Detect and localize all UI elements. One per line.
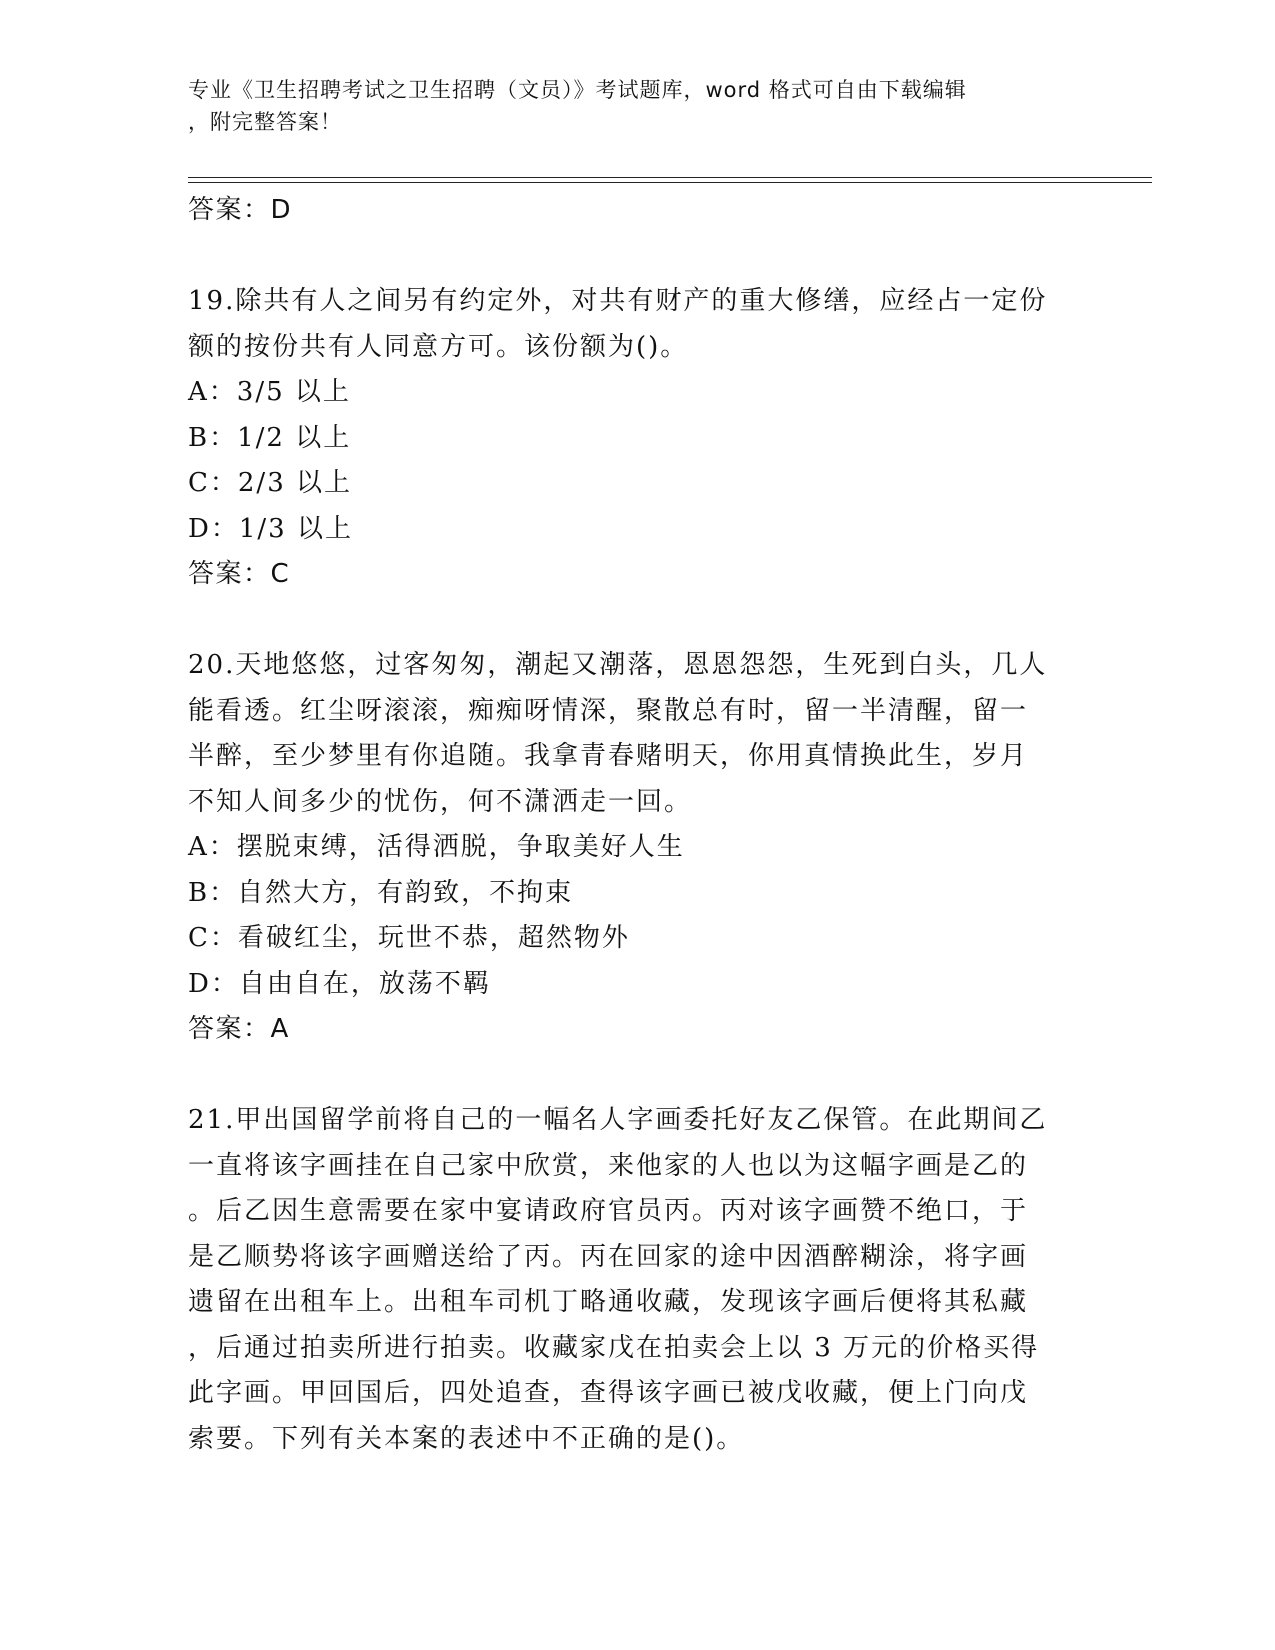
answer-label: 答案：: [188, 195, 271, 225]
question-stem-line: 19.除共有人之间另有约定外，对共有财产的重大修缮，应经占一定份: [188, 286, 1048, 316]
question-19: [188, 279, 1088, 598]
question-stem-line: 21.甲出国留学前将自己的一幅名人字画委托好友乙保管。在此期间乙: [188, 1105, 1048, 1135]
answer-q20: [188, 1007, 1088, 1053]
page-header: [188, 74, 1068, 138]
header-divider-bottom: [188, 182, 1152, 183]
answer-value: C: [270, 559, 291, 589]
question-content: [188, 188, 1088, 1462]
header-line-1: 专业《卫生招聘考试之卫生招聘（文员）》考试题库，word 格式可自由下载编辑: [188, 78, 967, 102]
question-stem-line: 不知人间多少的忧伤，何不潇洒走一回。: [188, 786, 693, 817]
spacer: [188, 598, 1088, 644]
option-c: C：2/3 以上: [188, 468, 353, 498]
question-stem-line: 额的按份共有人同意方可。该份额为()。: [188, 331, 689, 362]
header-line-2: ，附完整答案！: [188, 110, 342, 134]
answer-label: 答案：: [188, 559, 271, 589]
option-a: A：摆脱束缚，活得洒脱，争取美好人生: [188, 832, 685, 862]
question-stem-line: ，后通过拍卖所进行拍卖。收藏家戊在拍卖会上以 3 万元的价格买得: [188, 1332, 1040, 1363]
answer-q18: [188, 188, 1088, 234]
header-divider-top: [188, 177, 1152, 178]
question-stem-line: 是乙顺势将该字画赠送给了丙。丙在回家的途中因酒醉糊涂，将字画: [188, 1241, 1029, 1272]
option-b: B：自然大方，有韵致，不拘束: [188, 877, 574, 908]
spacer: [188, 234, 1088, 280]
answer-label: 答案：: [188, 1014, 271, 1044]
question-stem-line: 。后乙因生意需要在家中宴请政府官员丙。丙对该字画赞不绝口，于: [188, 1196, 1029, 1226]
question-20: [188, 643, 1088, 1053]
answer-q19: [188, 552, 1088, 598]
question-stem-line: 半醉，至少梦里有你追随。我拿青春赌明天，你用真情换此生，岁月: [188, 741, 1029, 771]
option-d: D：1/3 以上: [188, 513, 353, 544]
question-stem-line: 能看透。红尘呀滚滚，痴痴呀情深，聚散总有时，留一半清醒，留一: [188, 695, 1029, 726]
spacer: [188, 1053, 1088, 1099]
option-c: C：看破红尘，玩世不恭，超然物外: [188, 923, 630, 953]
option-a: A：3/5 以上: [188, 377, 351, 407]
answer-value: D: [270, 195, 293, 225]
question-21: [188, 1098, 1088, 1462]
question-stem-line: 此字画。甲回国后，四处追查，查得该字画已被戊收藏，便上门向戊: [188, 1378, 1029, 1408]
question-stem-line: 一直将该字画挂在自己家中欣赏，来他家的人也以为这幅字画是乙的: [188, 1150, 1029, 1181]
question-stem-line: 索要。下列有关本案的表述中不正确的是()。: [188, 1423, 745, 1454]
question-stem-line: 20.天地悠悠，过客匆匆，潮起又潮落，恩恩怨怨，生死到白头，几人: [188, 650, 1048, 680]
option-b: B：1/2 以上: [188, 422, 352, 453]
option-d: D：自由自在，放荡不羁: [188, 968, 491, 999]
question-stem-line: 遗留在出租车上。出租车司机丁略通收藏，发现该字画后便将其私藏: [188, 1287, 1029, 1317]
answer-value: A: [270, 1014, 290, 1044]
